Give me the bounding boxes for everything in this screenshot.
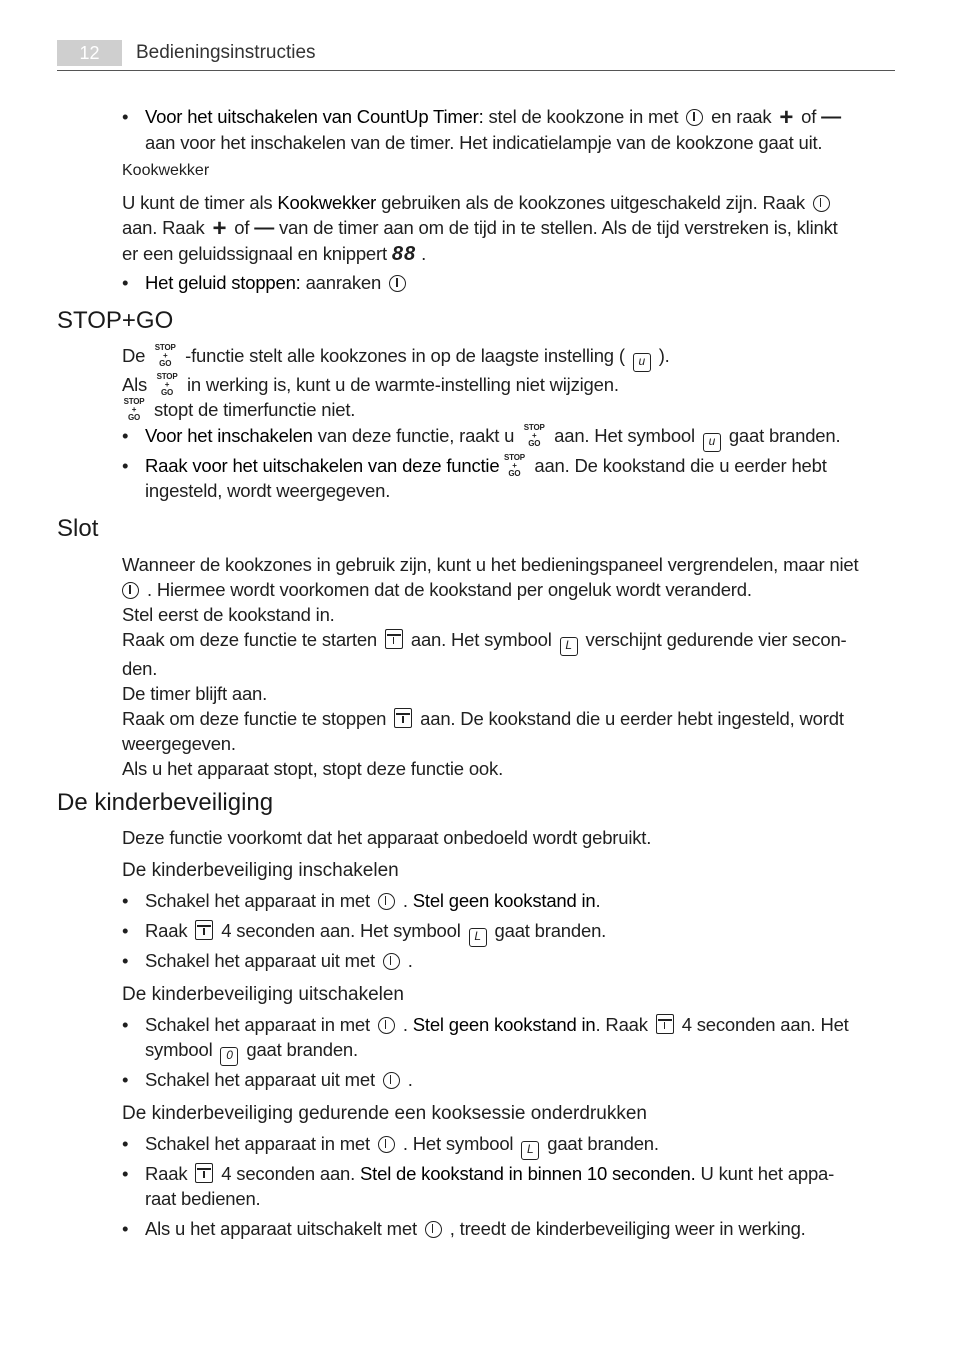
text: De bbox=[122, 345, 151, 366]
text: . bbox=[397, 1014, 413, 1035]
text: . bbox=[397, 890, 413, 911]
text: Schakel het apparaat in met bbox=[145, 890, 375, 911]
text: weergegeven. bbox=[122, 733, 236, 754]
L-symbol-icon: L bbox=[469, 928, 487, 947]
stopgo-icon: STOP + GO bbox=[504, 453, 525, 478]
bold-text: Stel de kookstand in binnen 10 seconden. bbox=[360, 1163, 696, 1184]
stopgo-off-bullet bbox=[122, 453, 894, 503]
text: aan voor het inschakelen van de timer. Het indicatielampje van de kookzone gaat uit. bbox=[145, 132, 823, 153]
text: U kunt het appa- bbox=[695, 1163, 835, 1184]
heading-stopgo: STOP+GO bbox=[57, 307, 174, 334]
countup-bold: Voor het uitschakelen van CountUp Timer: bbox=[145, 106, 484, 127]
slot-paragraph bbox=[122, 552, 894, 781]
text: De timer blijft aan. bbox=[122, 683, 268, 704]
zero-symbol-icon: 0 bbox=[220, 1047, 238, 1066]
on-bullet-1 bbox=[122, 888, 894, 913]
stopgo-icon: STOP + GO bbox=[523, 423, 545, 448]
display-88-icon: 88 bbox=[391, 243, 417, 265]
text: verschijnt gedurende vier secon- bbox=[580, 629, 847, 650]
bullet: • bbox=[122, 1163, 129, 1184]
bullet: • bbox=[122, 272, 129, 293]
page-header bbox=[57, 38, 895, 71]
text: van de timer aan om de tijd in te stellen. Als de tijd verstreken is, klinkt bbox=[274, 217, 838, 238]
minus-icon: — bbox=[821, 106, 841, 128]
text: Wanneer de kookzones in gebruik zijn, kunt u het bedieningspaneel vergrendelen, maar niet bbox=[122, 554, 859, 575]
text: , treedt de kinderbeveiliging weer in werking. bbox=[444, 1218, 806, 1239]
text: 4 seconden aan. Het bbox=[676, 1014, 849, 1035]
power-icon bbox=[378, 1136, 395, 1153]
bullet: • bbox=[122, 1069, 129, 1090]
text: . bbox=[402, 1069, 413, 1090]
session-bullet-1 bbox=[122, 1131, 894, 1160]
off-bullet-2 bbox=[122, 1067, 894, 1092]
bullet: • bbox=[122, 425, 129, 446]
L-symbol-icon: L bbox=[560, 637, 578, 656]
text: aan. Het symbool bbox=[549, 425, 700, 446]
text: -functie stelt alle kookzones in op de laagste instelling ( bbox=[180, 345, 630, 366]
text: Als u het apparaat stopt, stopt deze functie ook. bbox=[122, 758, 504, 779]
text: . bbox=[595, 890, 601, 911]
heading-kinderbeveiliging: De kinderbeveiliging bbox=[57, 789, 274, 816]
text: stel de kookzone in met bbox=[483, 106, 684, 127]
text: en raak bbox=[706, 106, 777, 127]
bold-text: Stel geen kookstand in bbox=[412, 890, 596, 911]
lock-icon bbox=[195, 920, 213, 940]
text: Raak bbox=[145, 1163, 193, 1184]
text: 4 seconden aan. bbox=[216, 1163, 361, 1184]
bullet: • bbox=[122, 1133, 129, 1154]
text: . Hiermee wordt voorkomen dat de kookstand per ongeluk wordt veranderd. bbox=[142, 579, 752, 600]
power-icon bbox=[425, 1221, 442, 1238]
power-icon bbox=[122, 582, 139, 599]
power-icon bbox=[383, 1072, 400, 1089]
text: ingesteld, wordt weergegeven. bbox=[145, 480, 391, 501]
text: in werking is, kunt u de warmte-instelling niet wijzigen. bbox=[182, 374, 619, 395]
stopgo-off-bold: Raak voor het uitschakelen van deze functie bbox=[145, 455, 500, 476]
lock-icon bbox=[656, 1014, 674, 1034]
power-icon bbox=[383, 953, 400, 970]
bullet: • bbox=[122, 920, 129, 941]
text: symbool bbox=[145, 1039, 218, 1060]
text: ). bbox=[653, 345, 670, 366]
bullet: • bbox=[122, 1014, 129, 1035]
text: van deze functie, raakt u bbox=[312, 425, 520, 446]
countup-bullet bbox=[122, 104, 894, 155]
heading-slot: Slot bbox=[57, 515, 99, 542]
text: aan. Raak bbox=[122, 217, 210, 238]
timer-icon bbox=[389, 275, 406, 292]
kinder-intro: Deze functie voorkomt dat het apparaat onbedoeld wordt gebruikt. bbox=[122, 827, 652, 848]
subheading-session: De kinderbeveiliging gedurende een kooksessie onderdrukken bbox=[122, 1103, 647, 1124]
text: Raak bbox=[145, 920, 193, 941]
text: . bbox=[402, 950, 413, 971]
sound-stop-bullet bbox=[122, 270, 894, 295]
text: . Het symbool bbox=[397, 1133, 519, 1154]
text: gaat branden. bbox=[489, 920, 607, 941]
minus-icon: — bbox=[254, 217, 275, 239]
power-icon bbox=[378, 1017, 395, 1034]
power-icon bbox=[378, 893, 395, 910]
u-symbol-icon: u bbox=[703, 433, 721, 452]
text: gaat branden. bbox=[241, 1039, 358, 1060]
text: Schakel het apparaat uit met bbox=[145, 1069, 380, 1090]
power-icon bbox=[686, 109, 703, 126]
stopgo-on-bullet bbox=[122, 423, 894, 452]
session-bullet-3 bbox=[122, 1216, 894, 1241]
bold-text: Stel geen kookstand in bbox=[412, 1014, 596, 1035]
sound-stop-bold: Het geluid stoppen: bbox=[145, 272, 301, 293]
text: gaat branden. bbox=[723, 425, 841, 446]
text: aan. Het symbool bbox=[405, 629, 557, 650]
header-title: Bedieningsinstructies bbox=[136, 42, 316, 63]
text: stopt de timerfunctie niet. bbox=[149, 399, 356, 420]
text: er een geluidssignaal en knippert bbox=[122, 243, 392, 264]
text: Schakel het apparaat in met bbox=[145, 1014, 375, 1035]
text: U kunt de timer als bbox=[122, 192, 278, 213]
subheading-on: De kinderbeveiliging inschakelen bbox=[122, 860, 399, 881]
text: Stel eerst de kookstand in. bbox=[122, 604, 335, 625]
text: Als u het apparaat uitschakelt met bbox=[145, 1218, 422, 1239]
plus-icon: + bbox=[779, 104, 794, 131]
u-symbol-icon: u bbox=[633, 353, 651, 372]
bullet: • bbox=[122, 950, 129, 971]
text: of bbox=[229, 217, 255, 238]
session-bullet-2 bbox=[122, 1161, 894, 1211]
kookwekker-paragraph bbox=[122, 190, 894, 267]
lock-icon bbox=[195, 1163, 213, 1183]
stopgo-icon: STOP + GO bbox=[123, 397, 145, 422]
text: Als bbox=[122, 374, 153, 395]
text: Raak om deze functie te stoppen bbox=[122, 708, 392, 729]
off-bullet-1 bbox=[122, 1012, 894, 1066]
text: . Raak bbox=[595, 1014, 653, 1035]
stopgo-paragraph bbox=[122, 343, 894, 422]
stopgo-icon: STOP + GO bbox=[154, 343, 176, 368]
lock-icon bbox=[385, 629, 403, 649]
text: of bbox=[796, 106, 822, 127]
on-bullet-3 bbox=[122, 948, 894, 973]
text: 4 seconden aan. Het symbool bbox=[216, 920, 466, 941]
subheading-off: De kinderbeveiliging uitschakelen bbox=[122, 984, 405, 1005]
text: gebruiken als de kookzones uitgeschakeld zijn. Raak bbox=[376, 192, 810, 213]
lock-icon bbox=[394, 708, 412, 728]
kookwekker-label: Kookwekker bbox=[122, 162, 210, 179]
bullet: • bbox=[122, 890, 129, 911]
page-number: 12 bbox=[57, 40, 122, 66]
text: aan. De kookstand die u eerder hebt bbox=[529, 455, 827, 476]
text: Schakel het apparaat uit met bbox=[145, 950, 380, 971]
bullet: • bbox=[122, 106, 129, 127]
on-bullet-2 bbox=[122, 918, 894, 947]
L-symbol-icon: L bbox=[521, 1141, 539, 1160]
text: aan. De kookstand die u eerder hebt ingesteld, wordt bbox=[415, 708, 844, 729]
text: Schakel het apparaat in met bbox=[145, 1133, 375, 1154]
text: den. bbox=[122, 658, 158, 679]
timer-icon bbox=[813, 195, 830, 212]
stopgo-on-bold: Voor het inschakelen bbox=[145, 425, 313, 446]
text: aanraken bbox=[300, 272, 387, 293]
bullet: • bbox=[122, 455, 129, 476]
text: Raak om deze functie te starten bbox=[122, 629, 382, 650]
text: raat bedienen. bbox=[145, 1188, 261, 1209]
stopgo-icon: STOP + GO bbox=[156, 372, 178, 397]
text: gaat branden. bbox=[542, 1133, 659, 1154]
kookwekker-bold: Kookwekker bbox=[277, 192, 377, 213]
bullet: • bbox=[122, 1218, 129, 1239]
plus-icon: + bbox=[212, 215, 227, 242]
text: . bbox=[416, 243, 427, 264]
